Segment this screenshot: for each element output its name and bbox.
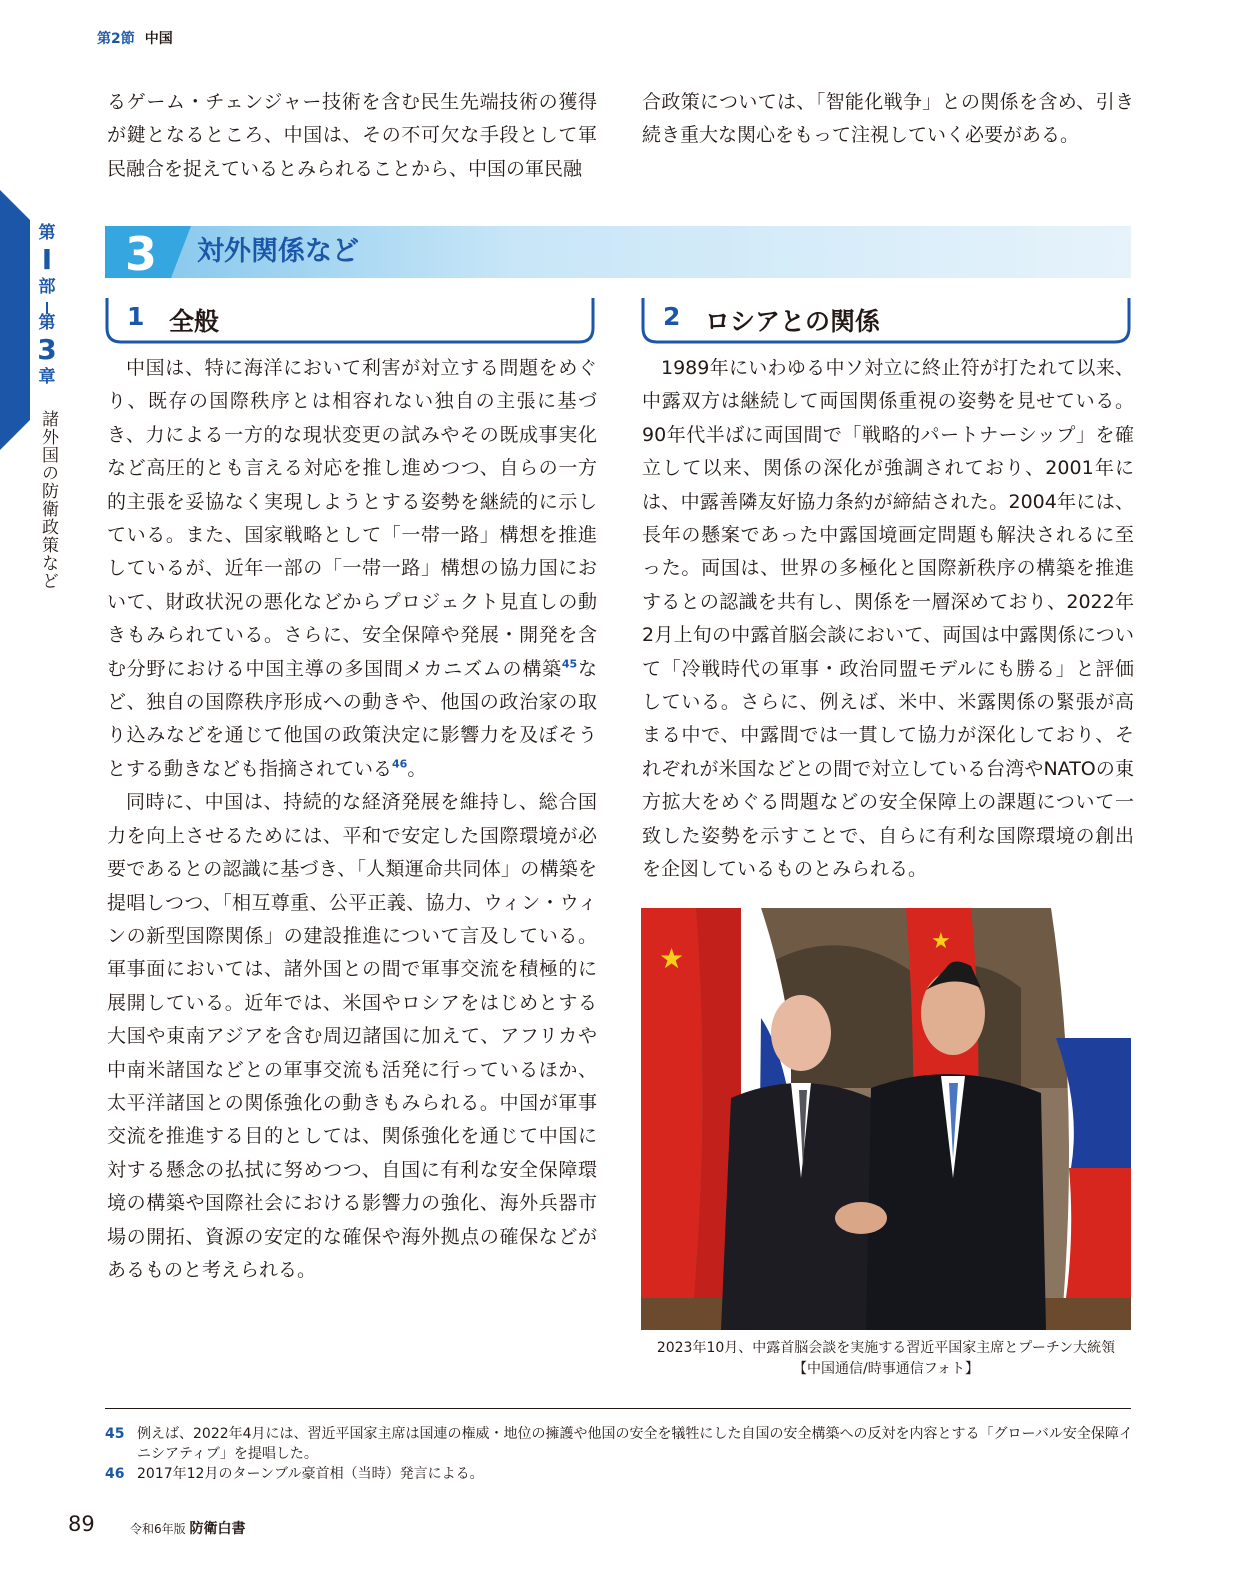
chapter-label-c: 章: [38, 367, 56, 387]
general-paragraph-1: [107, 352, 597, 786]
subsection-title: 全般: [169, 307, 220, 336]
text-run: 中国は、特に海洋において利害が対立する問題をめぐり、既存の国際秩序とは相容れない独自の主張に基づき、力による一方的な現状変更の試みやその既成事実化など高圧的とも言える対応を推し進めつつ、自らの一方的主張を妥協なく実現しようとする姿勢を継続的に示している。また、国家戦略として「一帯一路」構想を推進しているが、近年一部の「一帯一路」構想の協力国において、財政状況の悪化などからプロジェクト見直しの動きもみられている。さらに、安全保障や発展・開発を含む分野における中国主導の多国間メカニズムの構築: [107, 357, 597, 680]
intro-left-column: [107, 86, 597, 186]
svg-text:★: ★: [659, 942, 685, 975]
chapter-tab-stripe: [0, 190, 30, 450]
intro-left-text: るゲーム・チェンジャー技術を含む民生先端技術の獲得が鍵となるところ、中国は、その不可欠な手段として軍民融合を捉えているとみられることから、中国の軍民融: [107, 91, 597, 180]
summit-photo-illustration: [641, 908, 1131, 1330]
page-number: 89: [68, 1512, 95, 1536]
subsection-heading-2: [641, 298, 1131, 340]
part-label-a: 第: [38, 223, 56, 243]
footnote-number: 45: [105, 1426, 125, 1442]
footnote-divider: [105, 1408, 1131, 1409]
russia-paragraph-1: 1989年にいわゆる中ソ対立に終止符が打たれて以来、中露双方は継続して両国関係重視の姿勢を見せている。90年代半ばに両国間で「戦略的パートナーシップ」を確立して以来、関係の深化が強調されており、2001年には、中露善隣友好協力条約が締結された。2004年には、長年の懸案であった中露国境画定問題も解決されるに至った。両国は、世界の多極化と国際新秩序の構築を推進するとの認識を共有し、関係を一層深めており、2022年2月上旬の中露首脳会談において、両国は中露関係について「冷戦時代の軍事・政治同盟モデルにも勝る」と評価している。さらに、例えば、米中、米露関係の緊張が高まる中で、中露間では一貫して協力が深化しており、それぞれが米国などとの間で対立している台湾やNATOの東方拡大をめぐる問題などの安全保障上の課題について一致した姿勢を示すことで、自らに有利な国際環境の創出を企図しているものとみられる。: [642, 357, 1134, 881]
tab-divider: [34, 298, 60, 312]
russia-body: [642, 352, 1134, 887]
chapter-tab-label: [34, 222, 60, 388]
photo-caption: [641, 1338, 1131, 1380]
book-name: 防衛白書: [189, 1521, 246, 1537]
header-title: 中国: [144, 31, 173, 47]
footnote-ref-46[interactable]: 46: [392, 757, 408, 771]
footnote-text: 例えば、2022年4月には、習近平国家主席は国連の権威・地位の擁護や他国の安全を犠牲にした自国の安全構築への反対を内容とする「グローバル安全保障イニシアティブ」を提唱した。: [137, 1426, 1133, 1462]
part-label-c: 部: [38, 277, 56, 297]
subsection-number: 2: [663, 302, 681, 331]
running-header: [97, 28, 173, 48]
section-number-badge: [105, 226, 191, 278]
chapter-label-a: 第: [38, 313, 56, 333]
intro-right-column: [642, 86, 1134, 153]
footnote-46: [105, 1464, 1135, 1484]
part-number: I: [41, 243, 53, 276]
text-run: 。: [407, 757, 427, 780]
text-run: など、独自の国際秩序形成への動きや、他国の政治家の取り込みなどを通じて他国の政策決定に影響力を及ぼそうとする動きなども指摘されている: [107, 657, 597, 780]
section-number: 3: [125, 227, 158, 278]
chapter-title-vertical: 諸外国の防衛政策など: [38, 410, 58, 590]
chapter-number: 3: [37, 333, 57, 366]
caption-line-1: 2023年10月、中露首脳会談を実施する習近平国家主席とプーチン大統領: [656, 1340, 1116, 1356]
general-paragraph-2: 同時に、中国は、持続的な経済発展を維持し、総合国力を向上させるためには、平和で安定した国際環境が必要であるとの認識に基づき、「人類運命共同体」の構築を提唱しつつ、「相互尊重、公平正義、協力、ウィン・ウィンの新型国際関係」の建設推進について言及している。軍事面においては、諸外国との間で軍事交流を積極的に展開している。近年では、米国やロシアをはじめとする大国や東南アジアを含む周辺諸国に加えて、アフリカや中南米諸国などとの軍事交流も活発に行っているほか、太平洋諸国との関係強化の動きもみられる。中国が軍事交流を推進する目的としては、関係強化を通じて中国に対する懸念の払拭に努めつつ、自国に有利な安全保障環境の構築や国際社会における影響力の強化、海外兵器市場の開拓、資源の安定的な確保や海外拠点の確保などがあるものと考えられる。: [107, 791, 597, 1281]
book-title: [130, 1518, 245, 1538]
caption-line-2: 【中国通信/時事通信フォト】: [792, 1361, 980, 1377]
footnote-45: [105, 1424, 1135, 1464]
intro-right-text: 合政策については、「智能化戦争」との関係を含め、引き続き重大な関心をもって注視していく必要がある。: [642, 91, 1134, 147]
footnote-text: 2017年12月のターンブル豪首相（当時）発言による。: [137, 1466, 484, 1482]
book-edition: 令和6年版: [130, 1522, 186, 1536]
footnote-number: 46: [105, 1466, 125, 1482]
general-body: [107, 352, 597, 1287]
subsection-number: 1: [127, 302, 145, 331]
footnotes: [105, 1424, 1135, 1484]
subsection-heading-1: [105, 298, 595, 340]
summit-photo: [641, 908, 1131, 1330]
subsection-title: ロシアとの関係: [705, 307, 881, 336]
section-title: 対外関係など: [197, 236, 359, 267]
footnote-ref-45[interactable]: 45: [561, 657, 578, 671]
header-section: 第2節: [97, 31, 135, 47]
svg-text:★: ★: [931, 929, 951, 954]
